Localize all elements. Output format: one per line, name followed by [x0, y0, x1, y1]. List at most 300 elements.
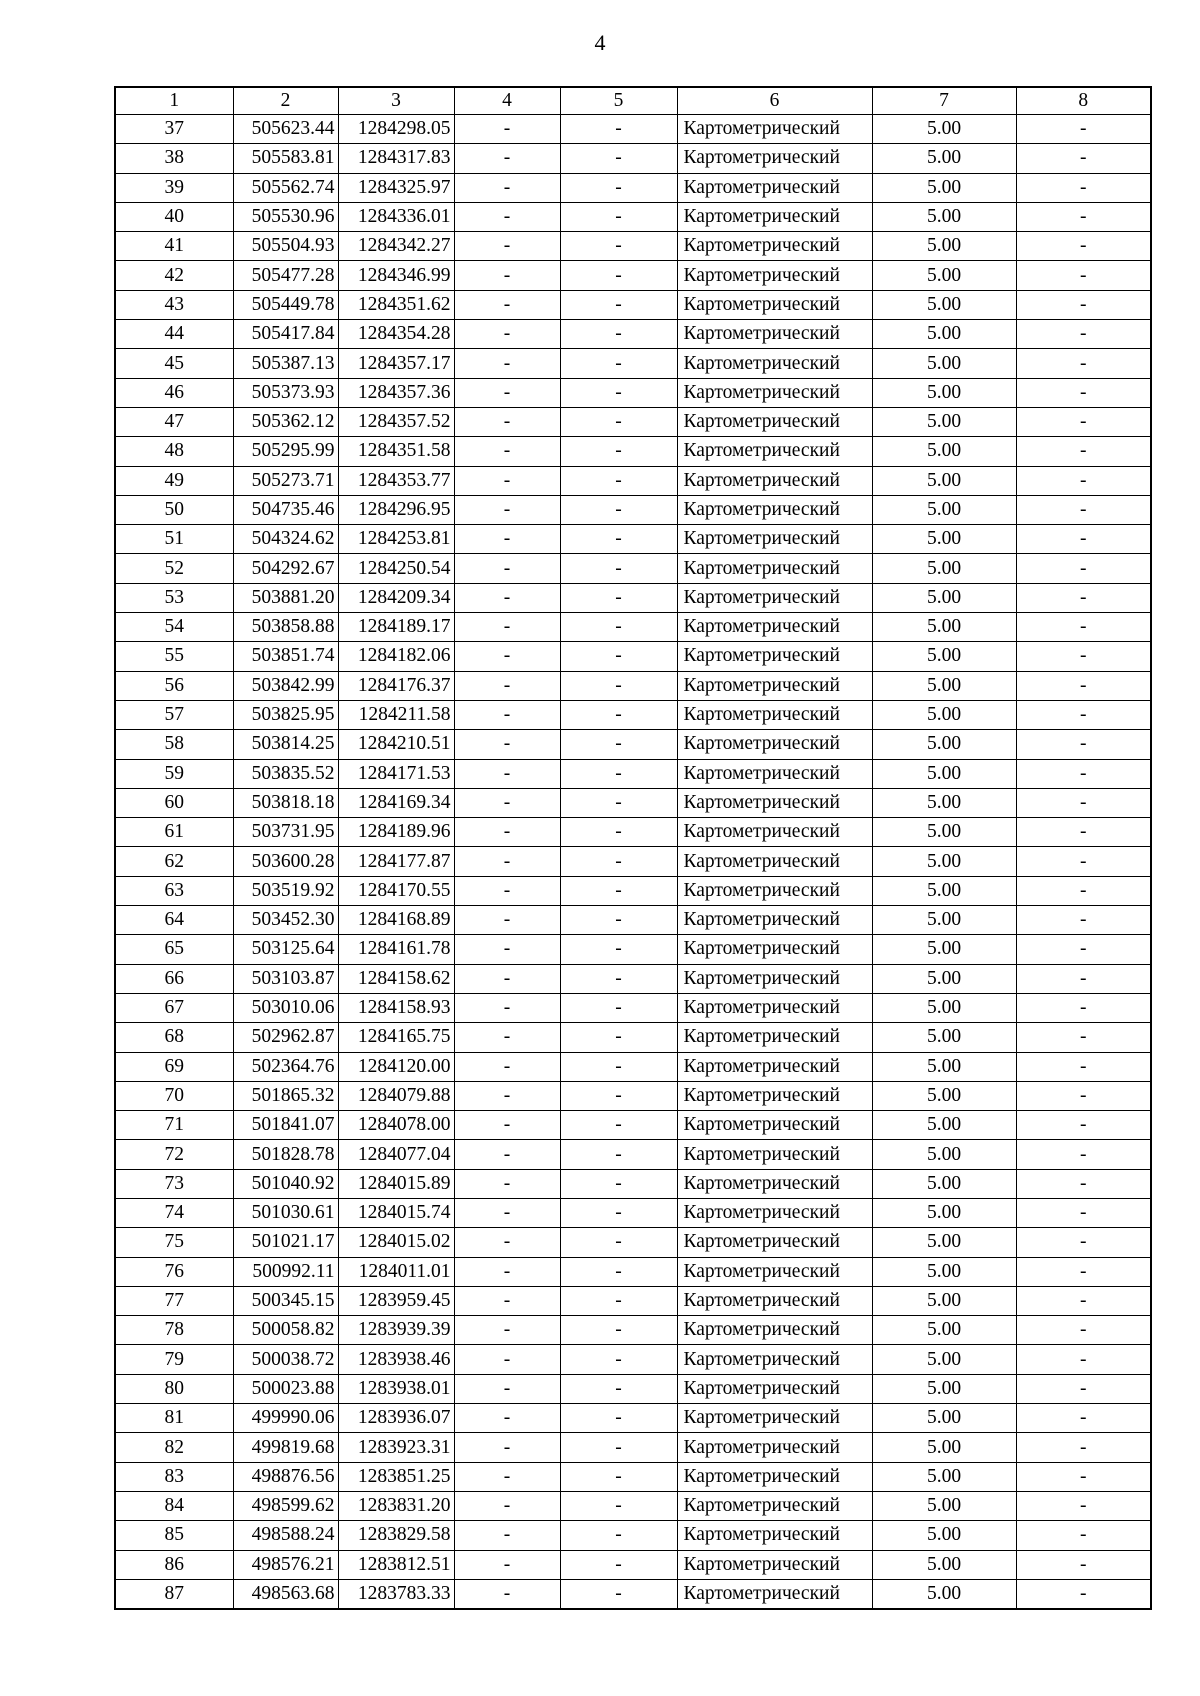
col8-cell: - — [1016, 232, 1151, 261]
y-coordinate-cell: 1284210.51 — [338, 730, 454, 759]
y-coordinate-cell: 1283783.33 — [338, 1579, 454, 1609]
col8-cell: - — [1016, 173, 1151, 202]
x-coordinate-cell: 499990.06 — [233, 1404, 338, 1433]
table-row — [115, 642, 1151, 671]
y-coordinate-cell: 1284078.00 — [338, 1111, 454, 1140]
y-coordinate-cell: 1284168.89 — [338, 906, 454, 935]
col4-cell: - — [454, 935, 560, 964]
header-cell: 4 — [454, 87, 560, 115]
col4-cell: - — [454, 320, 560, 349]
col5-cell: - — [560, 1404, 677, 1433]
header-cell: 7 — [872, 87, 1016, 115]
col5-cell: - — [560, 583, 677, 612]
x-coordinate-cell: 503818.18 — [233, 788, 338, 817]
x-coordinate-cell: 505373.93 — [233, 378, 338, 407]
point-number-cell: 74 — [115, 1198, 233, 1227]
table-row — [115, 613, 1151, 642]
method-cell: Картометрический — [677, 876, 872, 905]
method-cell: Картометрический — [677, 1579, 872, 1609]
y-coordinate-cell: 1283923.31 — [338, 1433, 454, 1462]
col4-cell: - — [454, 788, 560, 817]
col5-cell: - — [560, 1111, 677, 1140]
point-number-cell: 56 — [115, 671, 233, 700]
col8-cell: - — [1016, 788, 1151, 817]
table-row — [115, 818, 1151, 847]
point-number-cell: 47 — [115, 407, 233, 436]
x-coordinate-cell: 500345.15 — [233, 1286, 338, 1315]
table-row — [115, 700, 1151, 729]
x-coordinate-cell: 503600.28 — [233, 847, 338, 876]
point-number-cell: 87 — [115, 1579, 233, 1609]
point-number-cell: 42 — [115, 261, 233, 290]
point-number-cell: 61 — [115, 818, 233, 847]
method-cell: Картометрический — [677, 759, 872, 788]
table-row — [115, 1140, 1151, 1169]
y-coordinate-cell: 1283938.46 — [338, 1345, 454, 1374]
accuracy-cell: 5.00 — [872, 407, 1016, 436]
method-cell: Картометрический — [677, 320, 872, 349]
y-coordinate-cell: 1284336.01 — [338, 202, 454, 231]
method-cell: Картометрический — [677, 495, 872, 524]
col5-cell: - — [560, 173, 677, 202]
x-coordinate-cell: 503881.20 — [233, 583, 338, 612]
accuracy-cell: 5.00 — [872, 1404, 1016, 1433]
y-coordinate-cell: 1284353.77 — [338, 466, 454, 495]
col5-cell: - — [560, 349, 677, 378]
point-number-cell: 82 — [115, 1433, 233, 1462]
method-cell: Картометрический — [677, 173, 872, 202]
y-coordinate-cell: 1283812.51 — [338, 1550, 454, 1579]
col8-cell: - — [1016, 495, 1151, 524]
y-coordinate-cell: 1283939.39 — [338, 1316, 454, 1345]
method-cell: Картометрический — [677, 1023, 872, 1052]
x-coordinate-cell: 503851.74 — [233, 642, 338, 671]
point-number-cell: 68 — [115, 1023, 233, 1052]
point-number-cell: 71 — [115, 1111, 233, 1140]
point-number-cell: 53 — [115, 583, 233, 612]
col4-cell: - — [454, 1345, 560, 1374]
table-row — [115, 378, 1151, 407]
col8-cell: - — [1016, 407, 1151, 436]
point-number-cell: 38 — [115, 144, 233, 173]
method-cell: Картометрический — [677, 1257, 872, 1286]
col4-cell: - — [454, 1286, 560, 1315]
x-coordinate-cell: 505530.96 — [233, 202, 338, 231]
table-row — [115, 320, 1151, 349]
table-row — [115, 1579, 1151, 1609]
accuracy-cell: 5.00 — [872, 495, 1016, 524]
col4-cell: - — [454, 1462, 560, 1491]
accuracy-cell: 5.00 — [872, 818, 1016, 847]
col5-cell: - — [560, 700, 677, 729]
table-row — [115, 407, 1151, 436]
y-coordinate-cell: 1283936.07 — [338, 1404, 454, 1433]
col4-cell: - — [454, 437, 560, 466]
col8-cell: - — [1016, 1374, 1151, 1403]
accuracy-cell: 5.00 — [872, 613, 1016, 642]
method-cell: Картометрический — [677, 378, 872, 407]
x-coordinate-cell: 503842.99 — [233, 671, 338, 700]
method-cell: Картометрический — [677, 671, 872, 700]
x-coordinate-cell: 505387.13 — [233, 349, 338, 378]
col5-cell: - — [560, 964, 677, 993]
col5-cell: - — [560, 613, 677, 642]
header-cell: 1 — [115, 87, 233, 115]
col5-cell: - — [560, 1316, 677, 1345]
point-number-cell: 55 — [115, 642, 233, 671]
y-coordinate-cell: 1284165.75 — [338, 1023, 454, 1052]
method-cell: Картометрический — [677, 906, 872, 935]
point-number-cell: 75 — [115, 1228, 233, 1257]
table-row — [115, 173, 1151, 202]
accuracy-cell: 5.00 — [872, 642, 1016, 671]
method-cell: Картометрический — [677, 466, 872, 495]
col4-cell: - — [454, 1198, 560, 1227]
y-coordinate-cell: 1283829.58 — [338, 1521, 454, 1550]
col8-cell: - — [1016, 818, 1151, 847]
header-cell: 3 — [338, 87, 454, 115]
col4-cell: - — [454, 261, 560, 290]
method-cell: Картометрический — [677, 290, 872, 319]
col4-cell: - — [454, 1169, 560, 1198]
x-coordinate-cell: 502364.76 — [233, 1052, 338, 1081]
point-number-cell: 81 — [115, 1404, 233, 1433]
x-coordinate-cell: 503452.30 — [233, 906, 338, 935]
col5-cell: - — [560, 876, 677, 905]
table-body — [115, 115, 1151, 1610]
x-coordinate-cell: 505504.93 — [233, 232, 338, 261]
table-row — [115, 671, 1151, 700]
x-coordinate-cell: 505449.78 — [233, 290, 338, 319]
col4-cell: - — [454, 290, 560, 319]
col8-cell: - — [1016, 847, 1151, 876]
col8-cell: - — [1016, 642, 1151, 671]
point-number-cell: 66 — [115, 964, 233, 993]
x-coordinate-cell: 503835.52 — [233, 759, 338, 788]
table-row — [115, 993, 1151, 1022]
col5-cell: - — [560, 1198, 677, 1227]
y-coordinate-cell: 1284317.83 — [338, 144, 454, 173]
accuracy-cell: 5.00 — [872, 1286, 1016, 1315]
col4-cell: - — [454, 495, 560, 524]
point-number-cell: 45 — [115, 349, 233, 378]
method-cell: Картометрический — [677, 1521, 872, 1550]
col5-cell: - — [560, 1550, 677, 1579]
method-cell: Картометрический — [677, 847, 872, 876]
point-number-cell: 84 — [115, 1491, 233, 1520]
col4-cell: - — [454, 1404, 560, 1433]
table-row — [115, 1052, 1151, 1081]
table-row — [115, 1491, 1151, 1520]
col4-cell: - — [454, 993, 560, 1022]
method-cell: Картометрический — [677, 583, 872, 612]
x-coordinate-cell: 498563.68 — [233, 1579, 338, 1609]
table-row — [115, 876, 1151, 905]
y-coordinate-cell: 1284169.34 — [338, 788, 454, 817]
table-row — [115, 144, 1151, 173]
accuracy-cell: 5.00 — [872, 1374, 1016, 1403]
accuracy-cell: 5.00 — [872, 290, 1016, 319]
col4-cell: - — [454, 1228, 560, 1257]
table-row — [115, 1081, 1151, 1110]
col8-cell: - — [1016, 378, 1151, 407]
col5-cell: - — [560, 378, 677, 407]
y-coordinate-cell: 1284357.52 — [338, 407, 454, 436]
col4-cell: - — [454, 115, 560, 144]
col5-cell: - — [560, 1433, 677, 1462]
col8-cell: - — [1016, 613, 1151, 642]
accuracy-cell: 5.00 — [872, 1052, 1016, 1081]
table-row — [115, 1316, 1151, 1345]
accuracy-cell: 5.00 — [872, 876, 1016, 905]
point-number-cell: 79 — [115, 1345, 233, 1374]
y-coordinate-cell: 1283851.25 — [338, 1462, 454, 1491]
col5-cell: - — [560, 847, 677, 876]
x-coordinate-cell: 503519.92 — [233, 876, 338, 905]
point-number-cell: 58 — [115, 730, 233, 759]
method-cell: Картометрический — [677, 232, 872, 261]
x-coordinate-cell: 501030.61 — [233, 1198, 338, 1227]
col4-cell: - — [454, 1140, 560, 1169]
accuracy-cell: 5.00 — [872, 1228, 1016, 1257]
x-coordinate-cell: 500058.82 — [233, 1316, 338, 1345]
col8-cell: - — [1016, 583, 1151, 612]
col4-cell: - — [454, 407, 560, 436]
table-row — [115, 759, 1151, 788]
col8-cell: - — [1016, 671, 1151, 700]
accuracy-cell: 5.00 — [872, 1550, 1016, 1579]
col8-cell: - — [1016, 1198, 1151, 1227]
table-row — [115, 115, 1151, 144]
point-number-cell: 72 — [115, 1140, 233, 1169]
point-number-cell: 41 — [115, 232, 233, 261]
col5-cell: - — [560, 202, 677, 231]
x-coordinate-cell: 498588.24 — [233, 1521, 338, 1550]
x-coordinate-cell: 503858.88 — [233, 613, 338, 642]
col4-cell: - — [454, 876, 560, 905]
col5-cell: - — [560, 1286, 677, 1315]
accuracy-cell: 5.00 — [872, 759, 1016, 788]
x-coordinate-cell: 503103.87 — [233, 964, 338, 993]
x-coordinate-cell: 501828.78 — [233, 1140, 338, 1169]
col8-cell: - — [1016, 993, 1151, 1022]
accuracy-cell: 5.00 — [872, 700, 1016, 729]
col8-cell: - — [1016, 1521, 1151, 1550]
col4-cell: - — [454, 232, 560, 261]
table-row — [115, 1345, 1151, 1374]
y-coordinate-cell: 1284298.05 — [338, 115, 454, 144]
method-cell: Картометрический — [677, 1052, 872, 1081]
point-number-cell: 43 — [115, 290, 233, 319]
col8-cell: - — [1016, 1550, 1151, 1579]
x-coordinate-cell: 503814.25 — [233, 730, 338, 759]
col5-cell: - — [560, 906, 677, 935]
point-number-cell: 59 — [115, 759, 233, 788]
col5-cell: - — [560, 1521, 677, 1550]
y-coordinate-cell: 1284161.78 — [338, 935, 454, 964]
table-row — [115, 1404, 1151, 1433]
accuracy-cell: 5.00 — [872, 788, 1016, 817]
accuracy-cell: 5.00 — [872, 1023, 1016, 1052]
table-row — [115, 261, 1151, 290]
col4-cell: - — [454, 583, 560, 612]
method-cell: Картометрический — [677, 700, 872, 729]
accuracy-cell: 5.00 — [872, 554, 1016, 583]
method-cell: Картометрический — [677, 437, 872, 466]
table-row — [115, 935, 1151, 964]
x-coordinate-cell: 505362.12 — [233, 407, 338, 436]
point-number-cell: 70 — [115, 1081, 233, 1110]
y-coordinate-cell: 1283831.20 — [338, 1491, 454, 1520]
x-coordinate-cell: 499819.68 — [233, 1433, 338, 1462]
accuracy-cell: 5.00 — [872, 437, 1016, 466]
y-coordinate-cell: 1284015.74 — [338, 1198, 454, 1227]
point-number-cell: 67 — [115, 993, 233, 1022]
col8-cell: - — [1016, 1140, 1151, 1169]
method-cell: Картометрический — [677, 261, 872, 290]
method-cell: Картометрический — [677, 1228, 872, 1257]
col8-cell: - — [1016, 349, 1151, 378]
method-cell: Картометрический — [677, 554, 872, 583]
y-coordinate-cell: 1284346.99 — [338, 261, 454, 290]
col4-cell: - — [454, 700, 560, 729]
table-row — [115, 906, 1151, 935]
col8-cell: - — [1016, 1052, 1151, 1081]
accuracy-cell: 5.00 — [872, 466, 1016, 495]
method-cell: Картометрический — [677, 964, 872, 993]
col4-cell: - — [454, 1052, 560, 1081]
table-row — [115, 1374, 1151, 1403]
table-row — [115, 1111, 1151, 1140]
point-number-cell: 57 — [115, 700, 233, 729]
x-coordinate-cell: 504735.46 — [233, 495, 338, 524]
col4-cell: - — [454, 466, 560, 495]
col5-cell: - — [560, 290, 677, 319]
table-row — [115, 1198, 1151, 1227]
col4-cell: - — [454, 642, 560, 671]
col5-cell: - — [560, 1257, 677, 1286]
col8-cell: - — [1016, 202, 1151, 231]
col8-cell: - — [1016, 1286, 1151, 1315]
table-row — [115, 290, 1151, 319]
header-cell: 5 — [560, 87, 677, 115]
col5-cell: - — [560, 261, 677, 290]
col5-cell: - — [560, 144, 677, 173]
y-coordinate-cell: 1284015.02 — [338, 1228, 454, 1257]
x-coordinate-cell: 501841.07 — [233, 1111, 338, 1140]
col8-cell: - — [1016, 1023, 1151, 1052]
method-cell: Картометрический — [677, 349, 872, 378]
col4-cell: - — [454, 202, 560, 231]
table-row — [115, 964, 1151, 993]
y-coordinate-cell: 1284354.28 — [338, 320, 454, 349]
accuracy-cell: 5.00 — [872, 525, 1016, 554]
col5-cell: - — [560, 759, 677, 788]
point-number-cell: 39 — [115, 173, 233, 202]
col4-cell: - — [454, 1257, 560, 1286]
col8-cell: - — [1016, 935, 1151, 964]
method-cell: Картометрический — [677, 1081, 872, 1110]
y-coordinate-cell: 1283938.01 — [338, 1374, 454, 1403]
col4-cell: - — [454, 818, 560, 847]
col8-cell: - — [1016, 1081, 1151, 1110]
col5-cell: - — [560, 437, 677, 466]
table-row — [115, 525, 1151, 554]
col8-cell: - — [1016, 1404, 1151, 1433]
point-number-cell: 69 — [115, 1052, 233, 1081]
accuracy-cell: 5.00 — [872, 173, 1016, 202]
table-row — [115, 349, 1151, 378]
x-coordinate-cell: 503125.64 — [233, 935, 338, 964]
table-row — [115, 202, 1151, 231]
y-coordinate-cell: 1284158.93 — [338, 993, 454, 1022]
point-number-cell: 76 — [115, 1257, 233, 1286]
col5-cell: - — [560, 495, 677, 524]
table-row — [115, 1169, 1151, 1198]
method-cell: Картометрический — [677, 1433, 872, 1462]
y-coordinate-cell: 1284079.88 — [338, 1081, 454, 1110]
point-number-cell: 85 — [115, 1521, 233, 1550]
accuracy-cell: 5.00 — [872, 1111, 1016, 1140]
method-cell: Картометрический — [677, 1169, 872, 1198]
accuracy-cell: 5.00 — [872, 202, 1016, 231]
col8-cell: - — [1016, 1491, 1151, 1520]
method-cell: Картометрический — [677, 1374, 872, 1403]
accuracy-cell: 5.00 — [872, 320, 1016, 349]
page-number: 4 — [594, 30, 606, 55]
x-coordinate-cell: 502962.87 — [233, 1023, 338, 1052]
table-row — [115, 1433, 1151, 1462]
method-cell: Картометрический — [677, 525, 872, 554]
table-row — [115, 232, 1151, 261]
col4-cell: - — [454, 144, 560, 173]
y-coordinate-cell: 1284189.17 — [338, 613, 454, 642]
method-cell: Картометрический — [677, 144, 872, 173]
method-cell: Картометрический — [677, 818, 872, 847]
col4-cell: - — [454, 1023, 560, 1052]
x-coordinate-cell: 505273.71 — [233, 466, 338, 495]
accuracy-cell: 5.00 — [872, 583, 1016, 612]
col4-cell: - — [454, 1491, 560, 1520]
method-cell: Картометрический — [677, 1550, 872, 1579]
coordinates-table — [114, 86, 1152, 1610]
point-number-cell: 46 — [115, 378, 233, 407]
col4-cell: - — [454, 730, 560, 759]
col4-cell: - — [454, 1374, 560, 1403]
method-cell: Картометрический — [677, 1111, 872, 1140]
y-coordinate-cell: 1284357.36 — [338, 378, 454, 407]
point-number-cell: 50 — [115, 495, 233, 524]
y-coordinate-cell: 1284077.04 — [338, 1140, 454, 1169]
point-number-cell: 63 — [115, 876, 233, 905]
col8-cell: - — [1016, 700, 1151, 729]
point-number-cell: 54 — [115, 613, 233, 642]
accuracy-cell: 5.00 — [872, 730, 1016, 759]
y-coordinate-cell: 1283959.45 — [338, 1286, 454, 1315]
col5-cell: - — [560, 1491, 677, 1520]
y-coordinate-cell: 1284296.95 — [338, 495, 454, 524]
x-coordinate-cell: 501040.92 — [233, 1169, 338, 1198]
accuracy-cell: 5.00 — [872, 964, 1016, 993]
point-number-cell: 51 — [115, 525, 233, 554]
table-row — [115, 495, 1151, 524]
col5-cell: - — [560, 232, 677, 261]
method-cell: Картометрический — [677, 788, 872, 817]
x-coordinate-cell: 503731.95 — [233, 818, 338, 847]
point-number-cell: 37 — [115, 115, 233, 144]
col5-cell: - — [560, 1169, 677, 1198]
method-cell: Картометрический — [677, 115, 872, 144]
